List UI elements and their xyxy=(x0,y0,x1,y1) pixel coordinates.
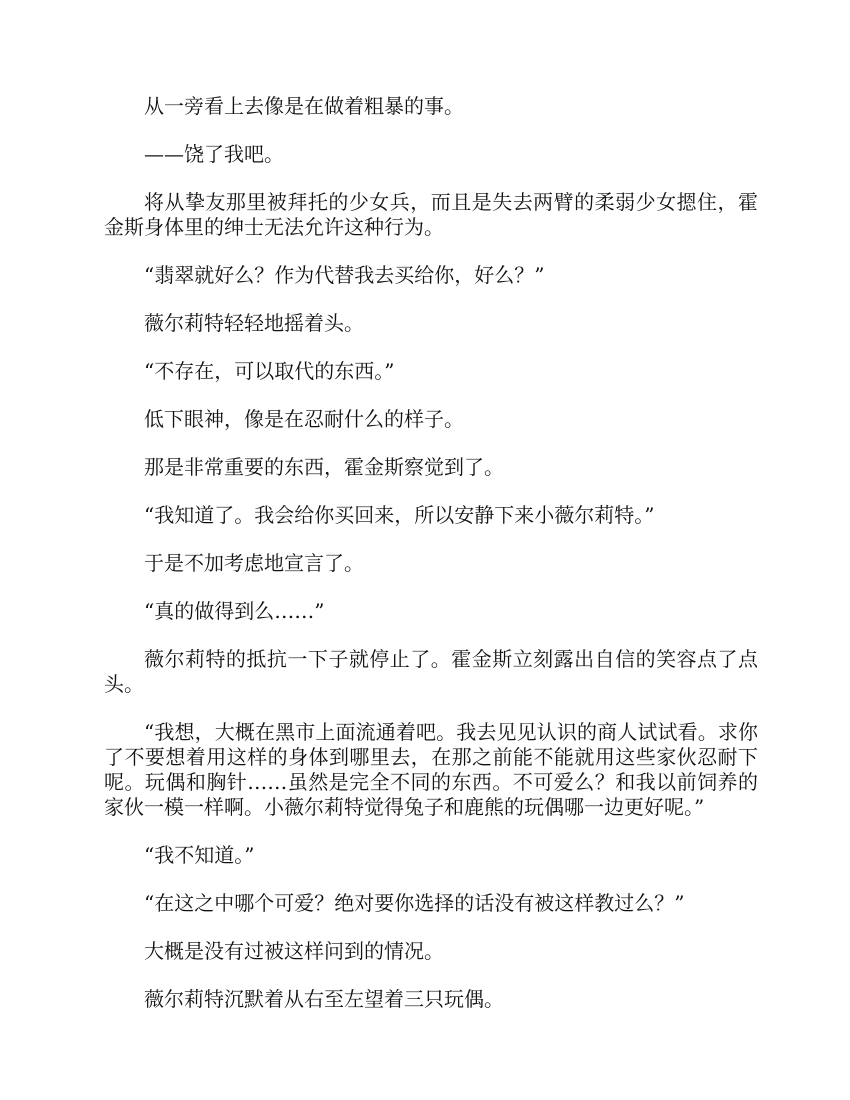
paragraph: ——饶了我吧。 xyxy=(144,142,284,166)
paragraph: 薇尔莉特的抵抗一下子就停止了。霍金斯立刻露出自信的笑容点了点头。 xyxy=(104,647,758,696)
text-body xyxy=(104,94,758,1035)
paragraph: 薇尔莉特沉默着从右至左望着三只玩偶。 xyxy=(144,987,504,1011)
paragraph: “我知道了。我会给你买回来，所以安静下来小薇尔莉特。” xyxy=(144,503,655,527)
paragraph: “我不知道。” xyxy=(144,843,255,867)
paragraph: 将从挚友那里被拜托的少女兵，而且是失去两臂的柔弱少女摁住，霍金斯身体里的绅士无法允许这种行为。 xyxy=(104,190,758,239)
paragraph: “真的做得到么……” xyxy=(144,599,325,623)
paragraph: “不存在，可以取代的东西。” xyxy=(144,359,395,383)
paragraph: 低下眼神，像是在忍耐什么的样子。 xyxy=(144,407,464,431)
paragraph: 那是非常重要的东西，霍金斯察觉到了。 xyxy=(144,455,504,479)
paragraph: 从一旁看上去像是在做着粗暴的事。 xyxy=(144,94,464,118)
paragraph: 薇尔莉特轻轻地摇着头。 xyxy=(144,311,364,335)
paragraph: “翡翠就好么？作为代替我去买给你，好么？” xyxy=(144,263,545,287)
paragraph: 大概是没有过被这样问到的情况。 xyxy=(144,939,444,963)
paragraph: “我想，大概在黑市上面流通着吧。我去见见认识的商人试试看。求你了不要想着用这样的身体到哪里去，在那之前能不能就用这些家伙忍耐下呢。玩偶和胸针……虽然是完全不同的东西。不可爱么？和我以前饲养的家伙一模一样啊。小薇尔莉特觉得兔子和鹿熊的玩偶哪一边更好呢。” xyxy=(104,720,758,819)
paragraph: “在这之中哪个可爱？绝对要你选择的话没有被这样教过么？” xyxy=(144,891,685,915)
paragraph: 于是不加考虑地宣言了。 xyxy=(144,551,364,575)
